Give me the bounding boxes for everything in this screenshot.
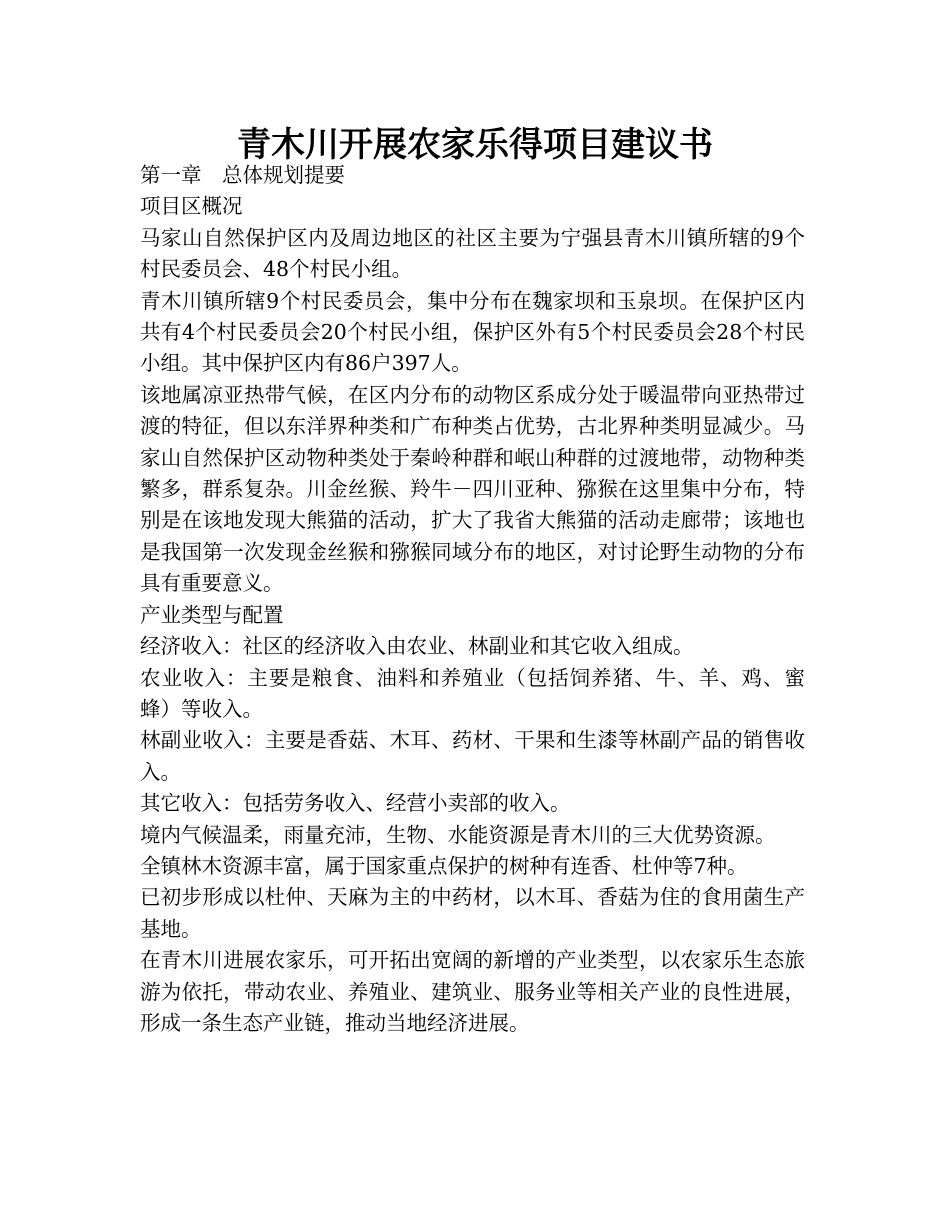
chapter-heading: 第一章 总体规划提要 — [140, 163, 345, 187]
document-body — [140, 160, 805, 1039]
paragraph: 青木川镇所辖9个村民委员会，集中分布在魏家坝和玉泉坝。在保护区内共有4个村民委员会20个村民小组，保护区外有5个村民委员会28个村民小组。其中保护区内有86户397人。 — [140, 288, 805, 376]
section-heading-industry-types: 产业类型与配置 — [140, 602, 284, 627]
paragraph: 经济收入：社区的经济收入由农业、林副业和其它收入组成。 — [140, 634, 694, 659]
paragraph: 已初步形成以杜仲、天麻为主的中药材，以木耳、香菇为住的食用菌生产基地。 — [140, 885, 805, 941]
paragraph: 林副业收入：主要是香菇、木耳、药材、干果和生漆等林副产品的销售收入。 — [140, 728, 805, 784]
section-heading-project-overview: 项目区概况 — [140, 194, 243, 219]
document-title: 青木川开展农家乐得项目建议书 — [237, 125, 713, 165]
paragraph: 其它收入：包括劳务收入、经营小卖部的收入。 — [140, 791, 571, 816]
paragraph: 全镇林木资源丰富，属于国家重点保护的树种有连香、杜仲等7种。 — [140, 853, 748, 878]
paragraph: 农业收入：主要是粮食、油料和养殖业（包括饲养猪、牛、羊、鸡、蜜蜂）等收入。 — [140, 665, 805, 721]
paragraph: 该地属凉亚热带气候，在区内分布的动物区系成分处于暖温带向亚热带过渡的特征，但以东洋界种类和广布种类占优势，古北界种类明显减少。马家山自然保护区动物种类处于秦岭种群和岷山种群的过渡地带，动物种类繁多，群系复杂。川金丝猴、羚牛－四川亚种、猕猴在这里集中分布，特别是在该地发现大熊猫的活动，扩大了我省大熊猫的活动走廊带；该地也是我国第一次发现金丝猴和猕猴同域分布的地区，对讨论野生动物的分布具有重要意义。 — [140, 382, 805, 596]
paragraph: 马家山自然保护区内及周边地区的社区主要为宁强县青木川镇所辖的9个村民委员会、48个村民小组。 — [140, 225, 805, 282]
paragraph: 境内气候温柔，雨量充沛，生物、水能资源是青木川的三大优势资源。 — [140, 822, 776, 847]
paragraph: 在青木川进展农家乐，可开拓出宽阔的新增的产业类型，以农家乐生态旅游为依托，带动农业、养殖业、建筑业、服务业等相关产业的良性进展，形成一条生态产业链，推动当地经济进展。 — [140, 948, 805, 1035]
